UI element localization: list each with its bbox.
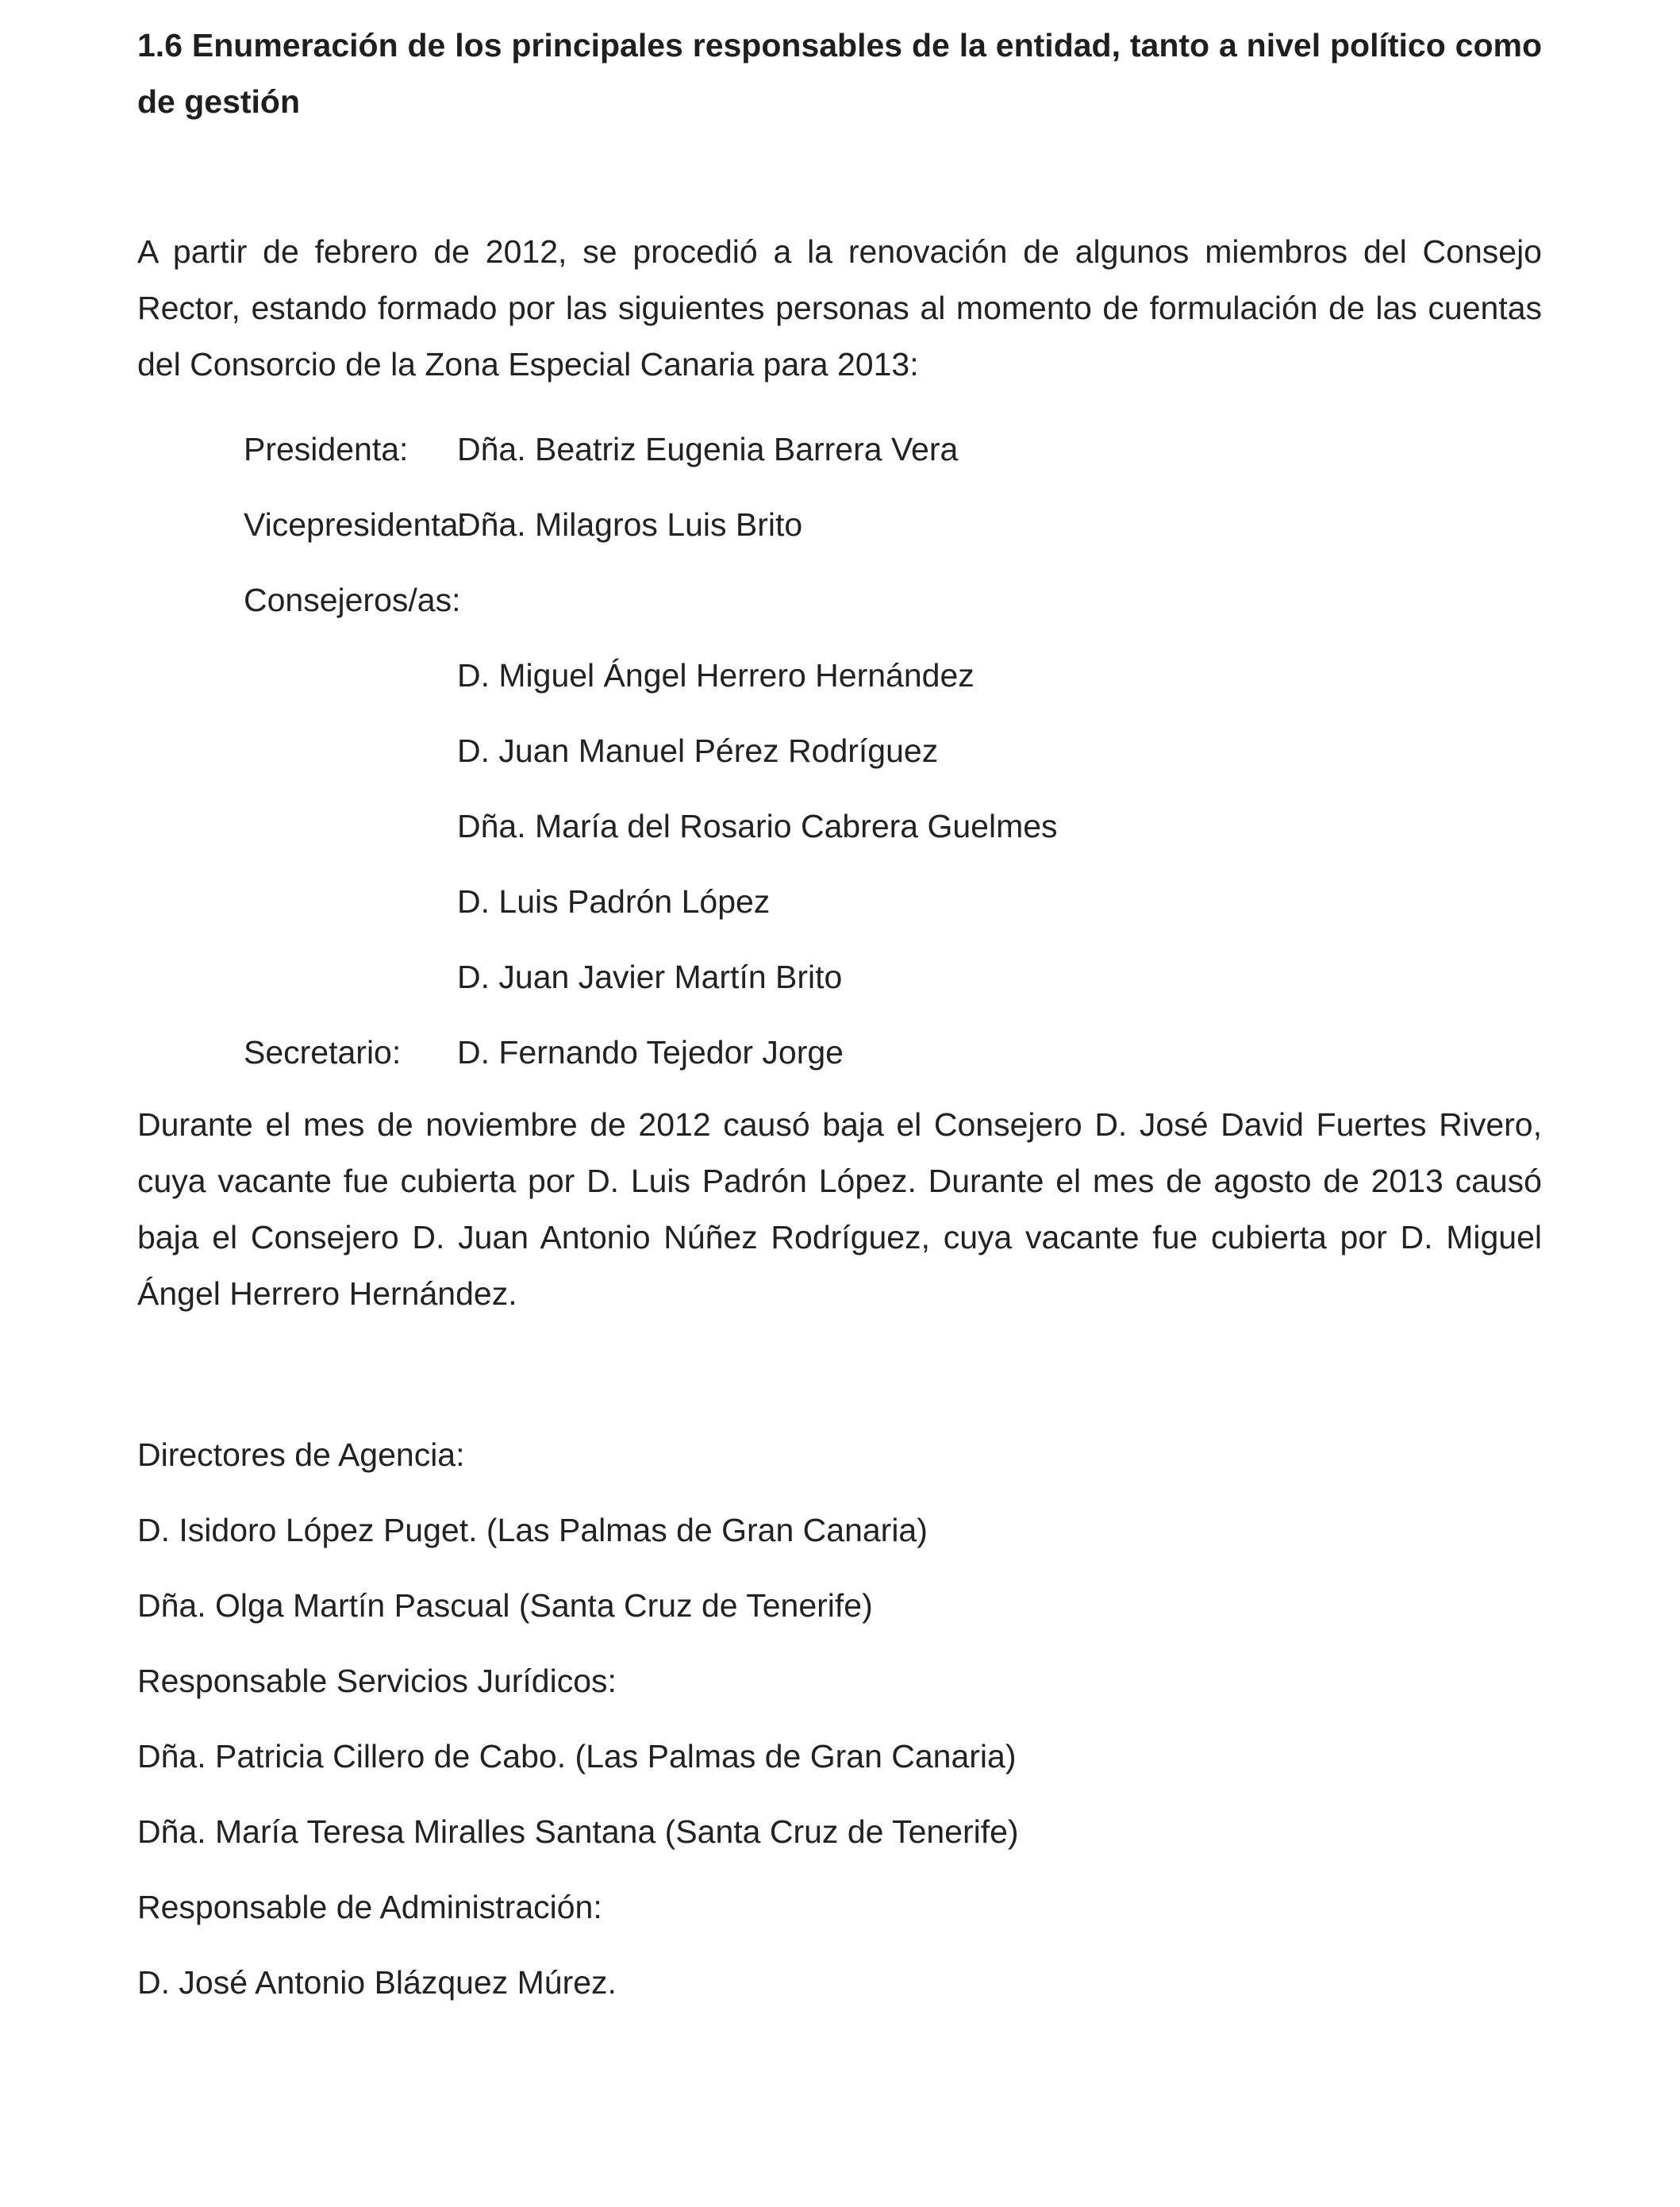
board-row [137,940,1542,1015]
board-member-name: Dña. María del Rosario Cabrera Guelmes [457,808,1058,844]
document-body [137,17,1542,2021]
board-member-name: D. Miguel Ángel Herrero Hernández [457,657,975,694]
staff-member: Dña. Patricia Cillero de Cabo. (Las Palmas de Gran Canaria) [137,1738,1017,1774]
staff-heading: Responsable Servicios Jurídicos: [137,1663,617,1699]
board-role: Consejeros/as: [244,582,461,618]
board-row [137,713,1542,789]
staff-heading: Responsable de Administración: [137,1889,602,1925]
board-member-name: D. Fernando Tejedor Jorge [457,1034,844,1071]
board-row [137,864,1542,940]
staff-heading: Directores de Agencia: [137,1436,465,1473]
staff-list [137,1417,1542,2021]
section-heading: 1.6 Enumeración de los principales responsables de la entidad, tanto a nivel político como de gestión [137,27,1542,120]
staff-member: Dña. María Teresa Miralles Santana (Santa Cruz de Tenerife) [137,1813,1019,1850]
staff-member: D. Isidoro López Puget. (Las Palmas de Gran Canaria) [137,1512,928,1548]
board-member-name: D. Juan Javier Martín Brito [457,959,843,995]
board-list [137,412,1542,1090]
board-role: Secretario: [244,1034,402,1071]
board-row [137,487,1542,563]
board-row [137,412,1542,487]
board-row [137,563,1542,638]
staff-member: D. José Antonio Blázquez Múrez. [137,1964,617,2001]
staff-member: Dña. Olga Martín Pascual (Santa Cruz de Tenerife) [137,1587,873,1624]
changes-paragraph: Durante el mes de noviembre de 2012 causó baja el Consejero D. José David Fuertes Rivero, cuya vacante fue cubierta por D. Luis Padrón López. Durante el mes de agosto de 2013 causó baja el Consejero D. Juan Antonio Núñez Rodríguez, cuya vacante fue cubierta por D. Miguel Ángel Herrero Hernández. [137,1106,1542,1312]
board-role: Vicepresidenta: [244,506,467,543]
board-member-name: D. Luis Padrón López [457,883,771,920]
intro-paragraph: A partir de febrero de 2012, se procedió a la renovación de algunos miembros del Consejo Rector, estando formado por las siguientes personas al momento de formulación de las cuentas del Consorcio de la Zona Especial Canaria para 2013: [137,233,1542,383]
board-member-name: Dña. Milagros Luis Brito [457,506,803,543]
board-row [137,638,1542,713]
board-row [137,789,1542,864]
board-role: Presidenta: [244,431,409,467]
board-row [137,1015,1542,1090]
board-member-name: Dña. Beatriz Eugenia Barrera Vera [457,431,959,467]
board-member-name: D. Juan Manuel Pérez Rodríguez [457,732,939,769]
